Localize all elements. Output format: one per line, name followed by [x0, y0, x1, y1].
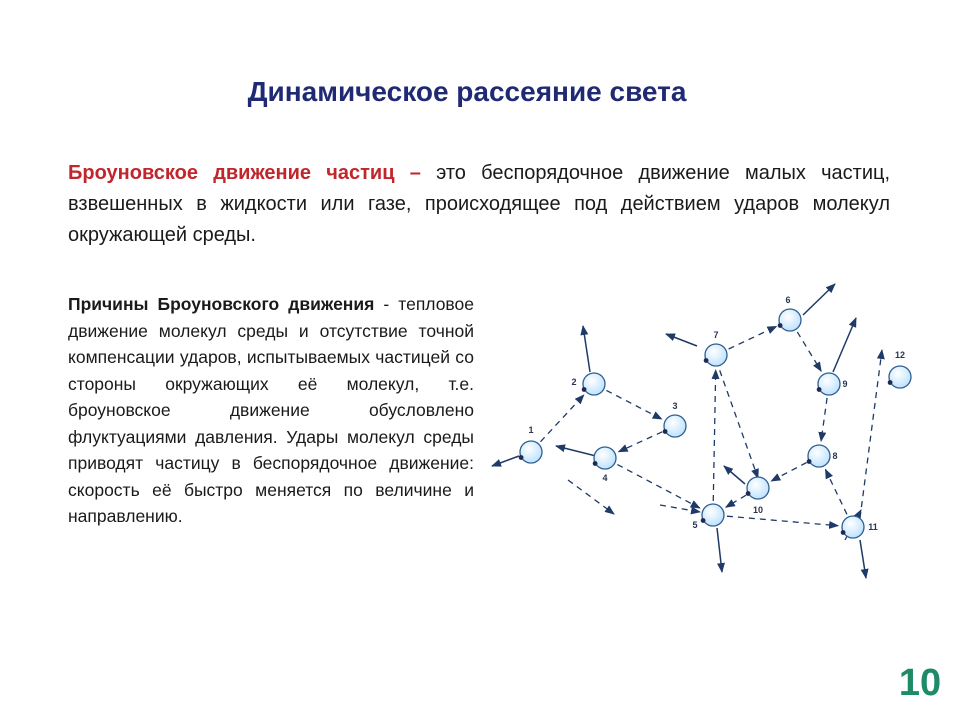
particle-circle: [889, 366, 911, 388]
particle-11: [841, 516, 878, 538]
particle-7: [704, 330, 727, 366]
particle-label: 3: [672, 401, 678, 411]
trajectory-extra-3: [860, 350, 882, 518]
particle-label: 5: [692, 520, 698, 530]
particle-label: 1: [528, 425, 534, 435]
definition-text: это беспорядочное движение малых частиц, взвешенных в жидкости или газе, происходящее под действием ударов молекул окружающей среды.: [68, 162, 891, 246]
particle-circle: [818, 373, 840, 395]
impact-dot: [841, 530, 846, 535]
particle-12: [888, 350, 911, 388]
particle-2: [571, 373, 605, 395]
impact-dot: [817, 387, 822, 392]
trajectory-segment-3: [619, 432, 663, 452]
impact-dot: [888, 380, 893, 385]
slide-title: Динамическое рассеяние света: [247, 76, 687, 107]
particle-circle: [664, 415, 686, 437]
definition-term: Броуновское движение частиц –: [68, 162, 421, 184]
particle-circle: [779, 309, 801, 331]
particle-circle: [594, 447, 616, 469]
particle-label: 2: [571, 377, 577, 387]
particle-circle: [702, 504, 724, 526]
particle-label: 7: [713, 330, 719, 340]
particle-3: [663, 401, 686, 437]
particle-6: [778, 295, 801, 331]
particle-label: 10: [752, 505, 764, 515]
trajectory-segment-1: [541, 395, 584, 442]
trajectory-extra-5: [660, 505, 700, 512]
particle-label: 4: [602, 473, 608, 483]
page-number: 10: [898, 662, 942, 704]
particle-label: 8: [832, 451, 838, 461]
particle-circle: [583, 373, 605, 395]
brownian-motion-diagram: [486, 272, 926, 590]
particle-label: 11: [868, 522, 878, 532]
impact-dot: [663, 429, 668, 434]
definition-paragraph: [68, 158, 890, 251]
impact-arrow-2: [583, 326, 590, 372]
particle-circle: [808, 445, 830, 467]
particle-label: 12: [894, 350, 906, 360]
particle-9: [817, 373, 848, 395]
trajectory-segment-5: [713, 370, 715, 501]
particle-1: [519, 425, 542, 463]
trajectory-segment-2: [606, 390, 661, 419]
impact-dot: [807, 459, 812, 464]
particle-circle: [520, 441, 542, 463]
particle-5: [692, 504, 724, 530]
impact-arrow-5: [833, 318, 856, 372]
particle-circle: [842, 516, 864, 538]
impact-arrow-1: [492, 456, 519, 466]
trajectory-segment-6: [729, 326, 777, 349]
particle-4: [593, 447, 616, 483]
impact-arrow-3: [666, 334, 697, 346]
impact-arrow-8: [724, 466, 745, 484]
impact-dot: [593, 461, 598, 466]
trajectory-segment-7: [797, 332, 821, 371]
impact-dot: [778, 323, 783, 328]
trajectory-segment-10: [726, 495, 746, 507]
particle-8: [807, 445, 838, 467]
impact-arrow-7: [860, 540, 866, 578]
trajectory-extra-2: [716, 360, 758, 478]
causes-text: - тепловое движение молекул среды и отсутствие точной компенсации ударов, испытываемых частицей со стороны окружающих её молекул, т.е. броуновское движение обусловлено флуктуациями давления. Удары молекул среды приводят частицу в беспорядочное движение: скорость её быстро меняется по величине и направлению.: [68, 294, 474, 526]
particles: [519, 295, 911, 538]
impact-dot: [519, 455, 524, 460]
particle-label: 6: [785, 295, 791, 305]
causes-term: Причины Броуновского движения: [68, 294, 375, 314]
trajectory-segment-9: [771, 463, 806, 482]
impact-dot: [704, 358, 709, 363]
impact-arrow-6: [717, 528, 722, 572]
particle-label: 9: [842, 379, 848, 389]
particle-circle: [705, 344, 727, 366]
trajectory-extra-1: [568, 480, 614, 514]
particle-circle: [747, 477, 769, 499]
impact-arrow-4: [803, 284, 835, 315]
trajectory-segment-12: [825, 470, 846, 515]
trajectory-segment-4: [617, 465, 699, 508]
trajectory-segment-8: [821, 398, 827, 441]
impact-dot: [746, 491, 751, 496]
particle-10: [746, 477, 769, 515]
impact-dot: [582, 387, 587, 392]
impact-dot: [701, 518, 706, 523]
impact-arrow-9: [556, 446, 596, 456]
trajectory-segment-11: [727, 516, 838, 526]
causes-paragraph: [68, 291, 474, 530]
